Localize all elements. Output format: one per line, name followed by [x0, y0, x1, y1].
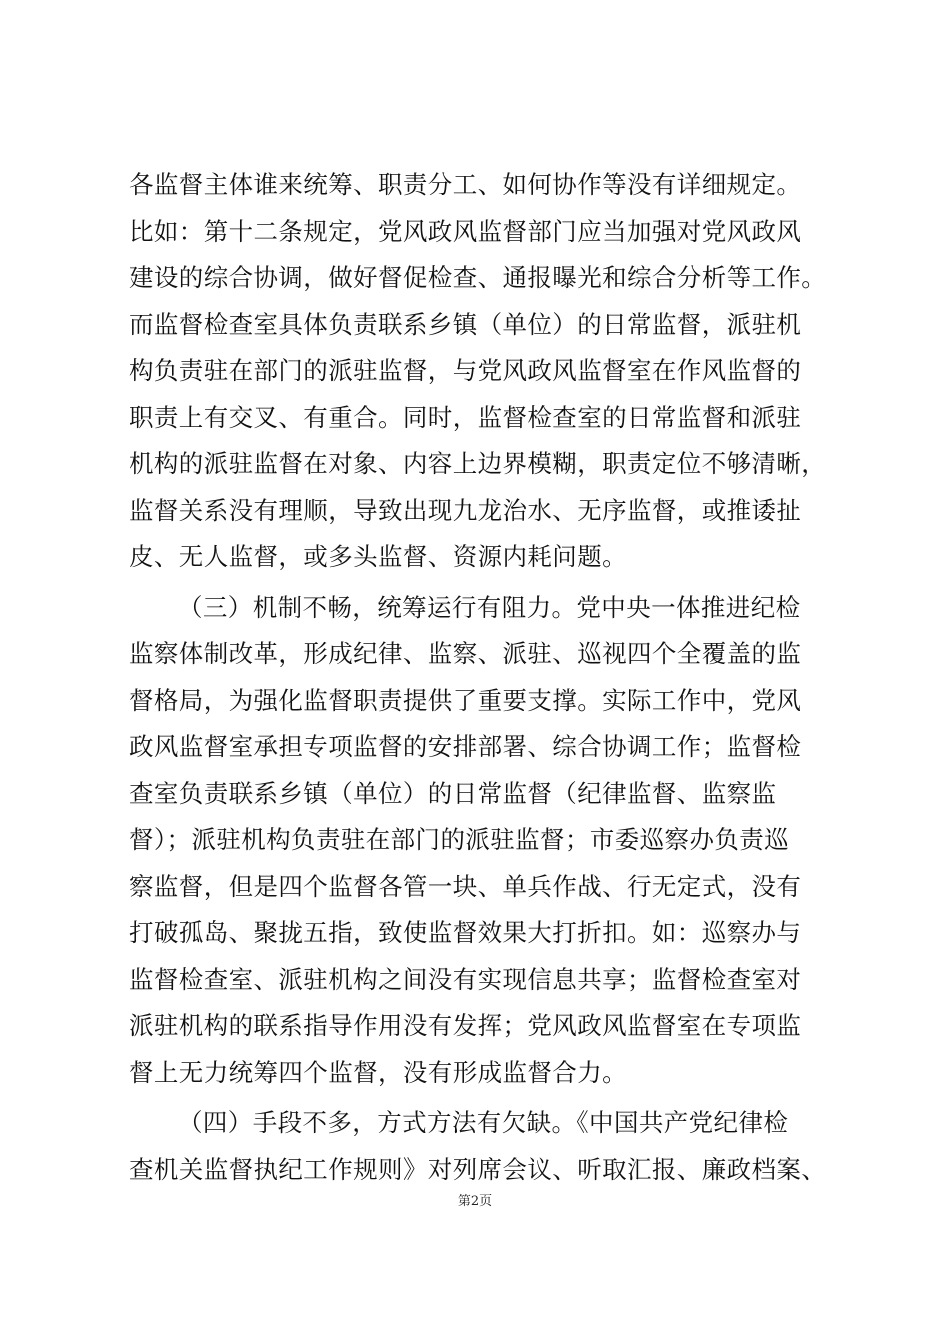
text-line: 监察体制改革，形成纪律、监察、派驻、巡视四个全覆盖的监	[129, 639, 802, 668]
text-line: 而监督检查室具体负责联系乡镇（单位）的日常监督，派驻机	[129, 309, 802, 339]
text-line: 政风监督室承担专项监督的安排部署、综合协调工作；监督检	[129, 732, 802, 761]
document-body	[129, 162, 827, 1193]
text-line: 查机关监督执纪工作规则》对列席会议、听取汇报、廉政档案、	[129, 1154, 827, 1184]
text-line: 比如：第十二条规定，党风政风监督部门应当加强对党风政风	[129, 216, 802, 246]
text-line: 监督关系没有理顺，导致出现九龙治水、无序监督，或推诿扯	[129, 495, 802, 525]
section-heading-line: （四）手段不多，方式方法有欠缺。《中国共产党纪律检	[178, 1108, 789, 1137]
text-line: 查室负责联系乡镇（单位）的日常监督（纪律监督、监察监	[129, 778, 777, 808]
text-line: 督上无力统筹四个监督，没有形成监督合力。	[129, 1057, 627, 1087]
text-line: 监督检查室、派驻机构之间没有实现信息共享；监督检查室对	[129, 964, 802, 994]
text-line: 察监督，但是四个监督各管一块、单兵作战、行无定式，没有	[129, 871, 802, 901]
text-line: 皮、无人监督，或多头监督、资源内耗问题。	[129, 542, 627, 571]
text-line: 派驻机构的联系指导作用没有发挥；党风政风监督室在专项监	[129, 1011, 802, 1040]
text-line: 构负责驻在部门的派驻监督，与党风政风监督室在作风监督的	[129, 356, 802, 385]
text-line: 建设的综合协调，做好督促检查、通报曝光和综合分析等工作。	[129, 263, 827, 292]
text-line: 各监督主体谁来统筹、职责分工、如何协作等没有详细规定。	[129, 170, 802, 199]
text-line: 职责上有交叉、有重合。同时，监督检查室的日常监督和派驻	[129, 402, 802, 432]
text-line: 督格局，为强化监督职责提供了重要支撑。实际工作中，党风	[129, 685, 802, 715]
text-line: 机构的派驻监督在对象、内容上边界模糊，职责定位不够清晰，	[129, 449, 827, 478]
section-heading-line: （三）机制不畅，统筹运行有阻力。党中央一体推进纪检	[178, 592, 801, 622]
page-number: 第2页	[457, 1194, 493, 1209]
text-line: 督）；派驻机构负责驻在部门的派驻监督；市委巡察办负责巡	[129, 825, 790, 854]
text-line: 打破孤岛、聚拢五指，致使监督效果大打折扣。如：巡察办与	[129, 918, 802, 947]
